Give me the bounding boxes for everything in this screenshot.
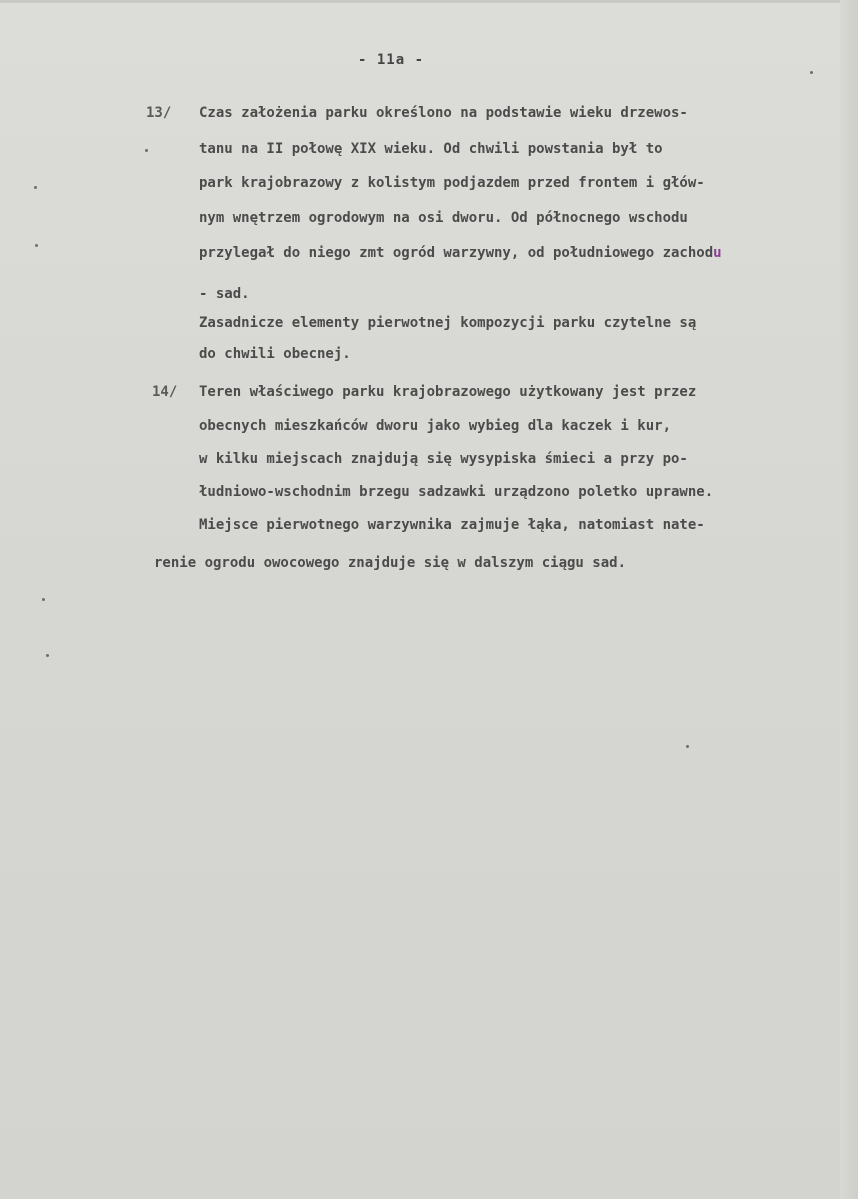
- paper-speck: [145, 149, 148, 152]
- section-13-line-6: - sad.: [199, 286, 250, 302]
- section-13-marker: 13/: [146, 105, 172, 121]
- section-14-line-6: renie ogrodu owocowego znajduje się w dalszym ciągu sad.: [154, 555, 627, 571]
- section-14-line-1: Teren właściwego parku krajobrazowego użytkowany jest przez: [199, 384, 697, 400]
- section-13-line-3: park krajobrazowy z kolistym podjazdem przed frontem i głów-: [199, 175, 705, 191]
- page-top-edge: [0, 0, 858, 3]
- page-right-edge: [840, 0, 858, 1199]
- section-13-line-8: do chwili obecnej.: [199, 346, 351, 362]
- section-14-line-5: Miejsce pierwotnego warzywnika zajmuje łąka, natomiast nate-: [199, 517, 705, 533]
- section-14-line-3: w kilku miejscach znajdują się wysypiska śmieci a przy po-: [199, 451, 688, 467]
- paper-speck: [42, 598, 45, 601]
- paper-speck: [46, 654, 49, 657]
- section-14-line-4: łudniowo-wschodnim brzegu sadzawki urządzono poletko uprawne.: [199, 484, 714, 500]
- paper-speck: [35, 244, 38, 247]
- section-13-line-4: nym wnętrzem ogrodowym na osi dworu. Od północnego wschodu: [199, 210, 688, 226]
- section-13-line-5: przylegał do niego zmt ogród warzywny, od południowego zachodu: [199, 245, 722, 261]
- page-number: - 11a -: [358, 52, 425, 68]
- section-14-line-2: obecnych mieszkańców dworu jako wybieg dla kaczek i kur,: [199, 418, 672, 434]
- section-13-line-7: Zasadnicze elementy pierwotnej kompozycji parku czytelne są: [199, 315, 697, 331]
- section-14-marker: 14/: [152, 384, 178, 400]
- paper-speck: [686, 745, 689, 748]
- paper-speck: [810, 71, 813, 74]
- paper-speck: [34, 186, 37, 189]
- section-13-line-2: tanu na II połowę XIX wieku. Od chwili powstania był to: [199, 141, 663, 157]
- handwritten-correction-letter: u: [713, 245, 722, 261]
- section-13-line-1: Czas założenia parku określono na podstawie wieku drzewos-: [199, 105, 688, 121]
